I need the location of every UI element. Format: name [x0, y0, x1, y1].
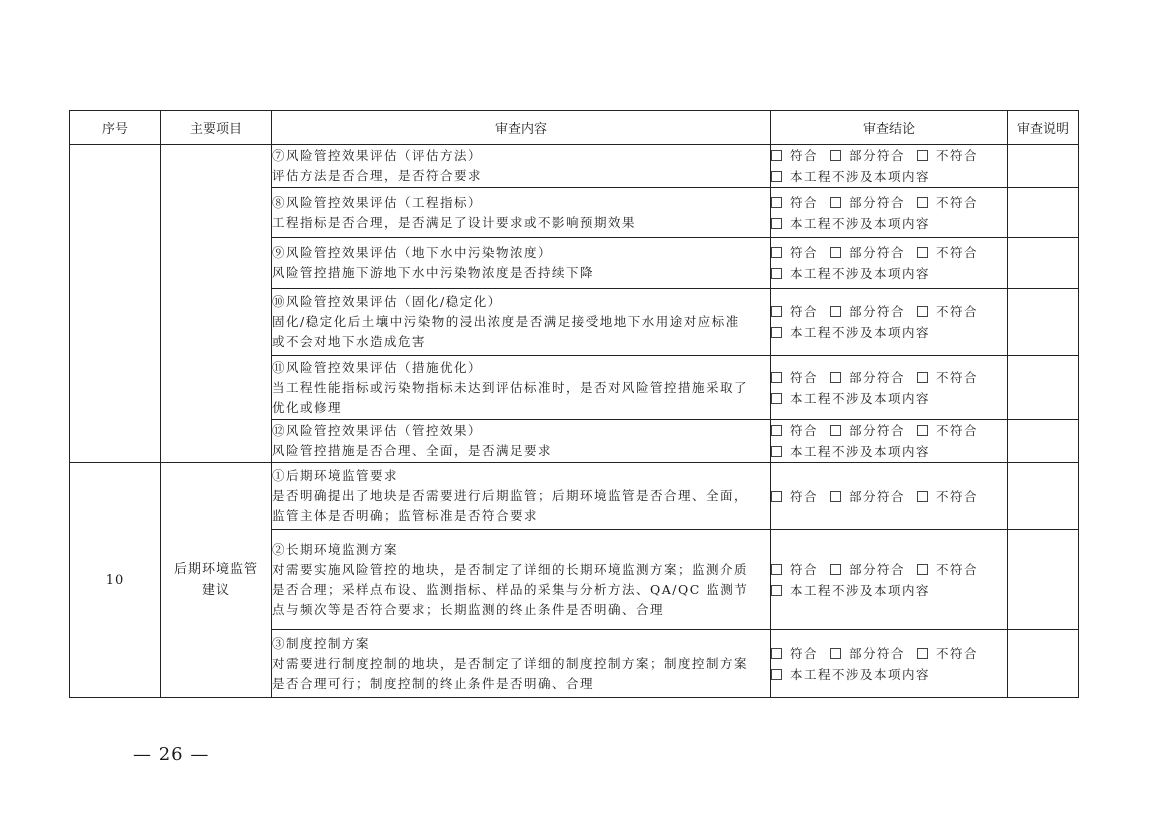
review-checklist-table: [69, 110, 1079, 698]
review-remark-cell[interactable]: [1008, 289, 1079, 356]
checkbox-icon[interactable]: [771, 446, 782, 457]
checkbox-icon[interactable]: [917, 648, 928, 659]
review-remark-cell[interactable]: [1008, 463, 1079, 530]
content-line: 当工程性能指标或污染物指标未达到评估标准时，是否对风险管控措施采取了: [272, 379, 749, 395]
option-conform[interactable]: 符合: [771, 489, 818, 504]
review-conclusion-cell: [771, 238, 1008, 289]
content-line: 点与频次等是否符合要求；长期监测的终止条件是否明确、合理: [272, 601, 665, 617]
content-title: ⑧风险管控效果评估（工程指标）: [272, 194, 483, 210]
checkbox-icon[interactable]: [771, 491, 782, 502]
option-not-applicable[interactable]: 本工程不涉及本项内容: [771, 266, 930, 281]
option-conform[interactable]: 符合: [771, 562, 818, 577]
review-conclusion-cell: [771, 289, 1008, 356]
checkbox-icon[interactable]: [771, 306, 782, 317]
header-review-remark: 审查说明: [1008, 111, 1079, 145]
review-remark-cell[interactable]: [1008, 630, 1079, 698]
checkbox-icon[interactable]: [771, 171, 782, 182]
option-partial[interactable]: 部分符合: [830, 423, 905, 438]
serial-number-cell: [70, 145, 161, 463]
checkbox-icon[interactable]: [771, 247, 782, 258]
checkbox-icon[interactable]: [917, 306, 928, 317]
option-conform[interactable]: 符合: [771, 423, 818, 438]
option-nonconform[interactable]: 不符合: [917, 245, 978, 260]
content-title: ⑪风险管控效果评估（措施优化）: [272, 359, 483, 375]
checkbox-icon[interactable]: [917, 247, 928, 258]
option-conform[interactable]: 符合: [771, 646, 818, 661]
option-nonconform[interactable]: 不符合: [917, 562, 978, 577]
table-row: [70, 463, 1079, 530]
option-nonconform[interactable]: 不符合: [917, 646, 978, 661]
header-main-item: 主要项目: [161, 111, 272, 145]
review-remark-cell[interactable]: [1008, 145, 1079, 188]
review-content-cell: [272, 420, 771, 463]
content-line: 评估方法是否合理，是否符合要求: [272, 168, 483, 183]
content-title: ③制度控制方案: [272, 635, 371, 651]
checkbox-icon[interactable]: [830, 648, 841, 659]
checkbox-icon[interactable]: [917, 425, 928, 436]
checkbox-icon[interactable]: [830, 491, 841, 502]
header-review-conclusion: 审查结论: [771, 111, 1008, 145]
option-conform[interactable]: 符合: [771, 304, 818, 319]
option-nonconform[interactable]: 不符合: [917, 370, 978, 385]
review-remark-cell[interactable]: [1008, 238, 1079, 289]
content-line: 是否合理可行；制度控制的终止条件是否明确、合理: [272, 675, 595, 691]
review-conclusion-cell: [771, 420, 1008, 463]
checkbox-icon[interactable]: [771, 327, 782, 338]
checkbox-icon[interactable]: [917, 150, 928, 161]
review-content-cell: [272, 238, 771, 289]
review-conclusion-cell: [771, 188, 1008, 238]
content-line: 工程指标是否合理，是否满足了设计要求或不影响预期效果: [272, 214, 637, 230]
checkbox-icon[interactable]: [830, 564, 841, 575]
table-row: [70, 145, 1079, 188]
option-conform[interactable]: 符合: [771, 148, 818, 163]
checkbox-icon[interactable]: [771, 585, 782, 596]
option-not-applicable[interactable]: 本工程不涉及本项内容: [771, 325, 930, 340]
review-conclusion-cell: [771, 530, 1008, 630]
main-item-label-line2: 建议: [201, 583, 230, 598]
option-partial[interactable]: 部分符合: [830, 148, 905, 163]
checkbox-icon[interactable]: [830, 372, 841, 383]
main-item-cell: [161, 145, 272, 463]
header-review-content: 审查内容: [272, 111, 771, 145]
content-title: ①后期环境监管要求: [272, 468, 399, 483]
option-conform[interactable]: 符合: [771, 195, 818, 210]
checkbox-icon[interactable]: [830, 247, 841, 258]
option-partial[interactable]: 部分符合: [830, 304, 905, 319]
review-remark-cell[interactable]: [1008, 420, 1079, 463]
serial-number-cell: 10: [70, 463, 161, 698]
checkbox-icon[interactable]: [830, 197, 841, 208]
header-serial-number: 序号: [70, 111, 161, 145]
table-header-row: [70, 111, 1079, 145]
option-not-applicable[interactable]: 本工程不涉及本项内容: [771, 583, 930, 598]
option-nonconform[interactable]: 不符合: [917, 423, 978, 438]
option-partial[interactable]: 部分符合: [830, 245, 905, 260]
checkbox-icon[interactable]: [771, 150, 782, 161]
review-content-cell: [272, 356, 771, 420]
review-conclusion-cell: [771, 630, 1008, 698]
option-not-applicable[interactable]: 本工程不涉及本项内容: [771, 169, 930, 184]
option-nonconform[interactable]: 不符合: [917, 304, 978, 319]
option-not-applicable[interactable]: 本工程不涉及本项内容: [771, 444, 930, 459]
review-content-cell: [272, 188, 771, 238]
content-line: 或不会对地下水造成危害: [272, 334, 427, 349]
review-conclusion-cell: [771, 145, 1008, 188]
checkbox-icon[interactable]: [771, 425, 782, 436]
checkbox-icon[interactable]: [830, 150, 841, 161]
checkbox-icon[interactable]: [917, 372, 928, 383]
option-partial[interactable]: 部分符合: [830, 646, 905, 661]
review-content-cell: [272, 145, 771, 188]
checkbox-icon[interactable]: [830, 306, 841, 317]
review-content-cell: [272, 289, 771, 356]
checkbox-icon[interactable]: [771, 197, 782, 208]
review-remark-cell[interactable]: [1008, 530, 1079, 630]
checkbox-icon[interactable]: [771, 648, 782, 659]
review-remark-cell[interactable]: [1008, 188, 1079, 238]
option-conform[interactable]: 符合: [771, 370, 818, 385]
option-conform[interactable]: 符合: [771, 245, 818, 260]
checkbox-icon[interactable]: [771, 218, 782, 229]
review-conclusion-cell: [771, 356, 1008, 420]
content-title: ⑦风险管控效果评估（评估方法）: [272, 148, 483, 163]
content-line: 对需要实施风险管控的地块，是否制定了详细的长期环境监测方案；监测介质: [272, 561, 749, 577]
option-partial[interactable]: 部分符合: [830, 562, 905, 577]
checkbox-icon[interactable]: [771, 268, 782, 279]
checkbox-icon[interactable]: [771, 393, 782, 404]
content-line: 固化/稳定化后土壤中污染物的浸出浓度是否满足接受地地下水用途对应标准: [272, 314, 740, 329]
checkbox-icon[interactable]: [771, 669, 782, 680]
content-line: 风险管控措施是否合理、全面，是否满足要求: [272, 443, 553, 458]
main-item-cell: [161, 463, 272, 698]
content-title: ⑩风险管控效果评估（固化/稳定化）: [272, 294, 502, 309]
option-nonconform[interactable]: 不符合: [917, 489, 978, 504]
content-title: ⑨风险管控效果评估（地下水中污染物浓度）: [272, 245, 553, 260]
content-title: ②长期环境监测方案: [272, 541, 399, 557]
review-remark-cell[interactable]: [1008, 356, 1079, 420]
content-line: 优化或修理: [272, 399, 343, 415]
main-item-label-line1: 后期环境监管: [173, 562, 258, 577]
option-partial[interactable]: 部分符合: [830, 489, 905, 504]
review-content-cell: [272, 630, 771, 698]
checkbox-icon[interactable]: [830, 425, 841, 436]
content-line: 监管主体是否明确；监管标准是否符合要求: [272, 508, 539, 523]
option-nonconform[interactable]: 不符合: [917, 148, 978, 163]
option-partial[interactable]: 部分符合: [830, 195, 905, 210]
page-number: — 26 —: [133, 744, 210, 765]
content-line: 是否合理；采样点布设、监测指标、样品的采集与分析方法、QA/QC 监测节: [272, 581, 749, 597]
content-title: ⑫风险管控效果评估（管控效果）: [272, 423, 483, 438]
review-content-cell: [272, 463, 771, 530]
option-not-applicable[interactable]: 本工程不涉及本项内容: [771, 216, 930, 231]
option-not-applicable[interactable]: 本工程不涉及本项内容: [771, 667, 930, 682]
checkbox-icon[interactable]: [917, 197, 928, 208]
option-partial[interactable]: 部分符合: [830, 370, 905, 385]
option-not-applicable[interactable]: 本工程不涉及本项内容: [771, 391, 930, 406]
review-content-cell: [272, 530, 771, 630]
content-line: 风险管控措施下游地下水中污染物浓度是否持续下降: [272, 265, 595, 280]
content-line: 对需要进行制度控制的地块，是否制定了详细的制度控制方案；制度控制方案: [272, 655, 749, 671]
option-nonconform[interactable]: 不符合: [917, 195, 978, 210]
checkbox-icon[interactable]: [771, 372, 782, 383]
checkbox-icon[interactable]: [917, 491, 928, 502]
checkbox-icon[interactable]: [771, 564, 782, 575]
review-conclusion-cell: [771, 463, 1008, 530]
content-line: 是否明确提出了地块是否需要进行后期监管；后期环境监管是否合理、全面，: [272, 488, 749, 503]
checkbox-icon[interactable]: [917, 564, 928, 575]
